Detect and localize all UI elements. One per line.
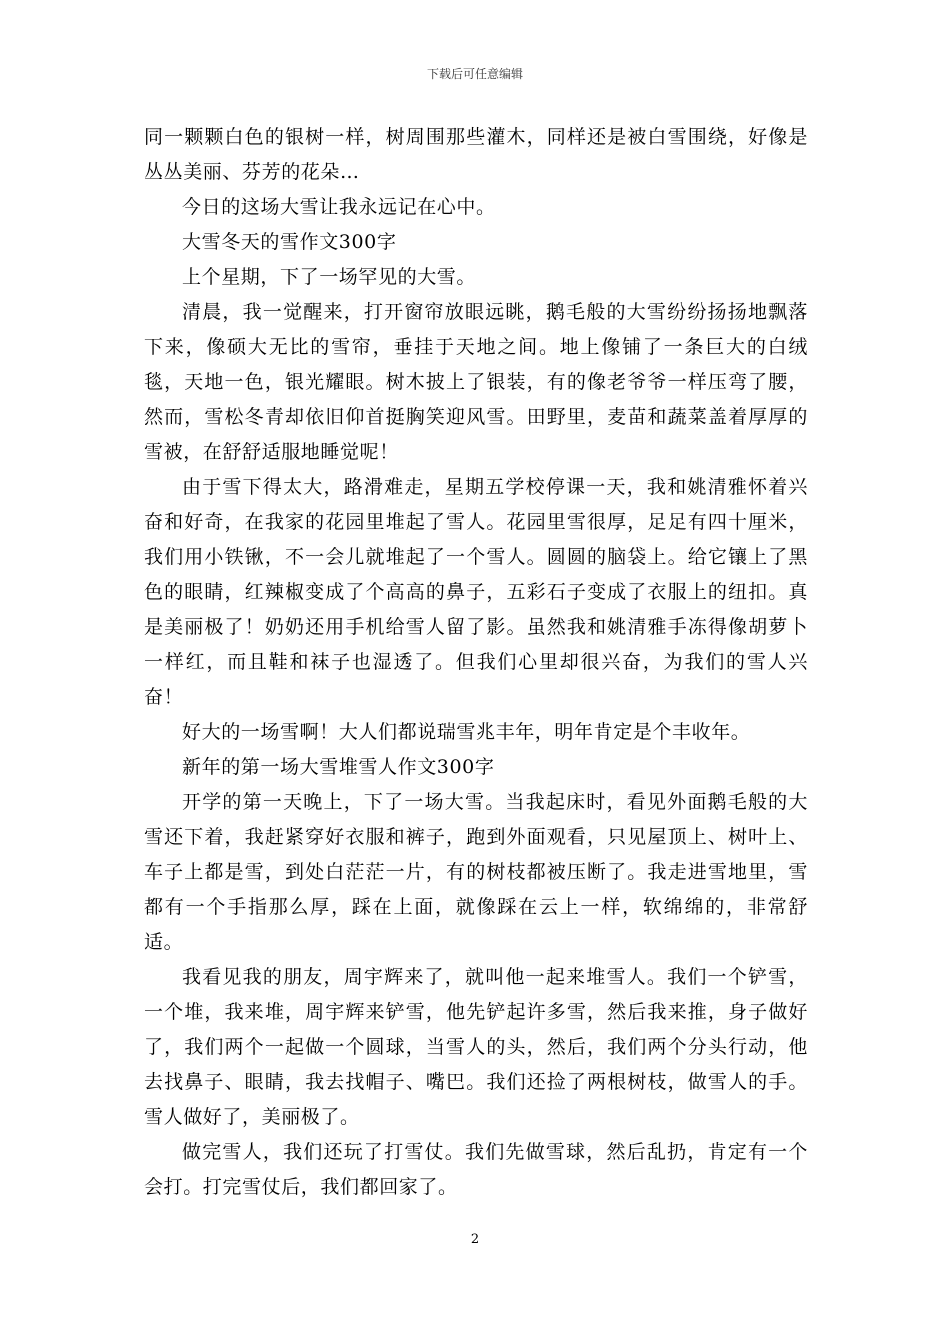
paragraph: 好大的一场雪啊！大人们都说瑞雪兆丰年，明年肯定是个丰收年。 — [182, 721, 751, 743]
paragraph: 做完雪人，我们还玩了打雪仗。我们先做雪球，然后乱扔，肯定有一个会打。打完雪仗后，我们都回家了。 — [144, 1141, 808, 1198]
page-header: 下载后可任意编辑 — [426, 67, 523, 81]
paragraph: 我看见我的朋友，周宇辉来了，就叫他一起来堆雪人。我们一个铲雪，一个堆，我来堆，周宇辉来铲雪，他先铲起许多雪，然后我来推，身子做好了，我们两个一起做一个圆球，当雪人的头，然后，我们两个分头行动，他去找鼻子、眼睛，我去找帽子、嘴巴。我们还捡了两根树枝，做雪人的手。雪人做好了，美丽极了。 — [144, 966, 808, 1128]
paragraph: 开学的第一天晚上，下了一场大雪。当我起床时，看见外面鹅毛般的大雪还下着，我赶紧穿好衣服和裤子，跑到外面观看，只见屋顶上、树叶上、车子上都是雪，到处白茫茫一片，有的树枝都被压断了。我走进雪地里，雪都有一个手指那么厚，踩在上面，就像踩在云上一样，软绵绵的，非常舒适。 — [144, 791, 808, 953]
page-number: 2 — [470, 1232, 480, 1247]
paragraph: 上个星期，下了一场罕见的大雪。 — [182, 266, 477, 288]
document-body — [144, 120, 808, 1205]
paragraph-continuation: 同一颗颗白色的银树一样，树周围那些灌木，同样还是被白雪围绕，好像是丛丛美丽、芬芳的花朵… — [144, 126, 808, 183]
essay-title: 新年的第一场大雪堆雪人作文300字 — [182, 756, 495, 778]
paragraph: 清晨，我一觉醒来，打开窗帘放眼远眺，鹅毛般的大雪纷纷扬扬地飘落下来，像硕大无比的雪帘，垂挂于天地之间。地上像铺了一条巨大的白绒毯，天地一色，银光耀眼。树木披上了银装，有的像老爷爷一样压弯了腰，然而，雪松冬青却依旧仰首挺胸笑迎风雪。田野里，麦苗和蔬菜盖着厚厚的雪被，在舒舒适服地睡觉呢！ — [144, 301, 808, 463]
essay-title: 大雪冬天的雪作文300字 — [182, 231, 397, 253]
paragraph: 今日的这场大雪让我永远记在心中。 — [182, 196, 496, 218]
paragraph: 由于雪下得太大，路滑难走，星期五学校停课一天，我和姚清雅怀着兴奋和好奇，在我家的花园里堆起了雪人。花园里雪很厚，足足有四十厘米，我们用小铁锹，不一会儿就堆起了一个雪人。圆圆的脑袋上。给它镶上了黑色的眼睛，红辣椒变成了个高高的鼻子，五彩石子变成了衣服上的纽扣。真是美丽极了！奶奶还用手机给雪人留了影。虽然我和姚清雅手冻得像胡萝卜一样红，而且鞋和袜子也湿透了。但我们心里却很兴奋，为我们的雪人兴奋！ — [144, 476, 808, 708]
